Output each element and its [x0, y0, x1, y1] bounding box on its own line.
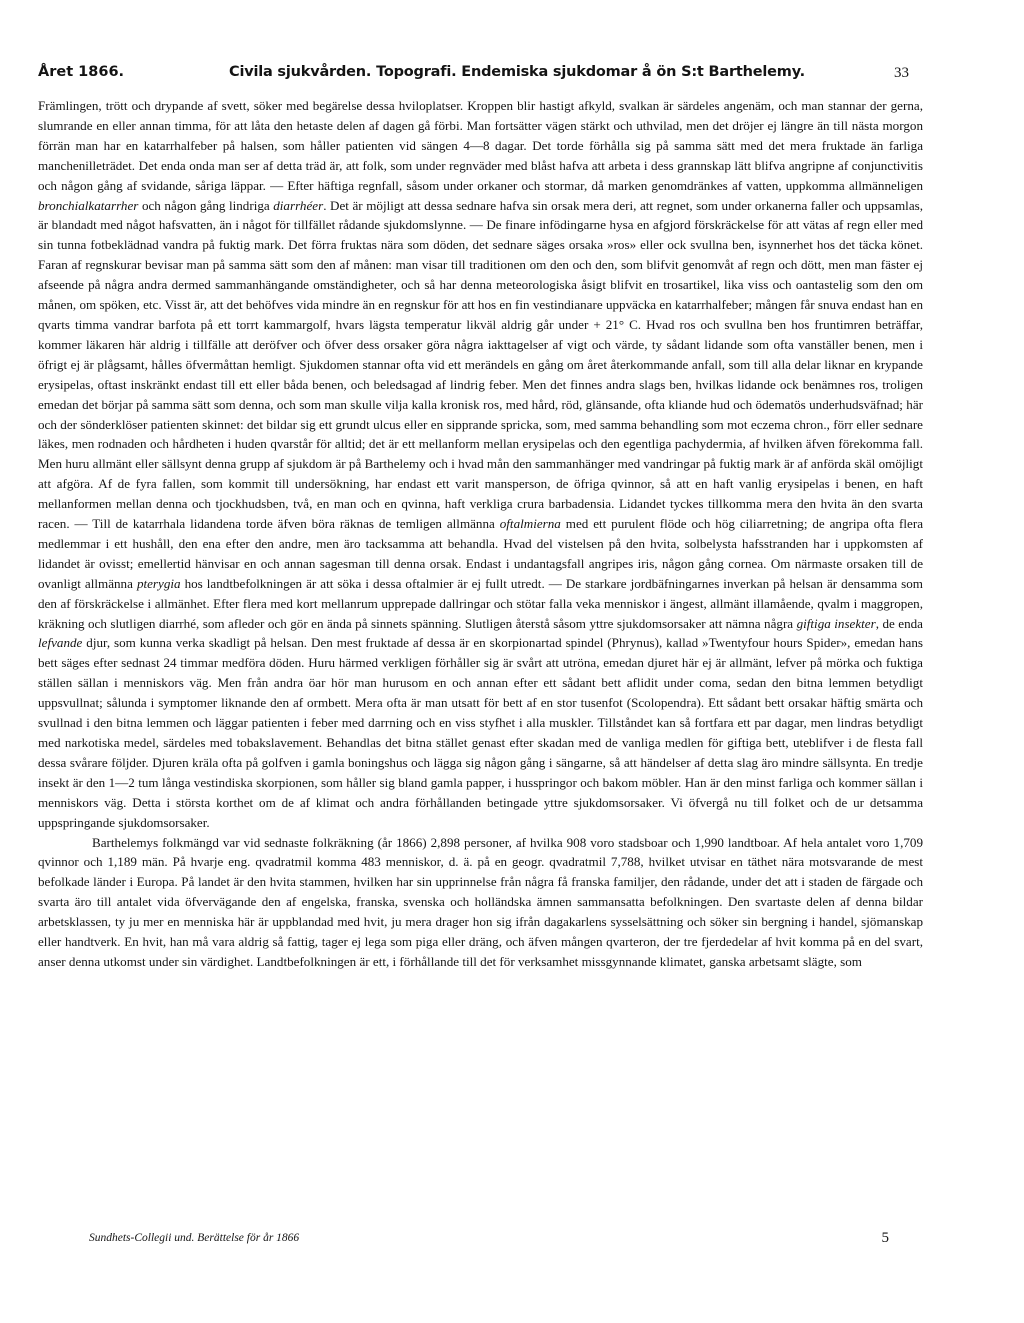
text-run: hos landtbefolkningen är att söka i dessa oftalmier är ej fullt utredt. — De starkare jordbäfningarnes inverkan på helsan är densamma som den af förskräckelse i allmänhet. Efter flera med kort mellanrum upprepade dallringar och stötar falla veka menniskor i ängest, allmänt illamående, qvalm i maggropen, kräkning och slutligen diarrhé, som afleder och gör en ända på sinnets spänning. Slutligen återstå såsom yttre sjukdomsorsaker att nämna några — [38, 575, 923, 631]
body-text — [38, 96, 923, 972]
text-run: djur, som kunna verka skadligt på helsan. Den mest fruktade af dessa är en skorpionartad spindel (Phrynus), kallad »Twentyfour hours Spider», emedan hans bett säges efter sednast 24 timmar medföra döden. Huru härmed verkligen förhåller sig är svårt att utröna, emedan djuret här ej är allmänt, lefver på mörka och fuktiga ställen sällan i menniskors väg. Men från andra öar hör man hurusom en och annan efter ett sådant bett aflidit under coma, sedan den bitna lemmen betydligt uppsvullnat; sålunda i symptomer liknande den af ormbett. Mera ofta är man utsatt för bett af en stor tusenfot (Scolopendra). Ett sådant bett orsakar häftig smärta och svullnad i den bitna lemmen och läggar patienten i feber med darrning och en viss styfhet i alla muskler. Tillståndet kan så fortfara ett par dagar, men lindras betydligt med narkotiska medel, särdeles med tobakslavement. Behandlas det bitna stället genast efter skadan med de vanliga medlen för giftiga bett, uteblifver i de flesta fall dessa svårare följder. Djuren kräla ofta på golfven i gamla boningshus och lägga sig någon gång i sängarne, så att händelser af detta slag äro mindre sällsynta. En tredje insekt är den 1—2 tum långa vestindiska skorpionen, som håller sig bland gamla papper, i husspringor och bakom möbler. Han är den minst farliga och kommer sällan i menniskors väg. Detta i största korthet om de af klimat och andra förhållanden betingade yttre sjukdomsorsaker. Vi öfvergå nu till folket och de ur detsamma uppspringande sjukdomsorsaker. — [38, 635, 923, 830]
italic-term: pterygia — [136, 575, 181, 591]
paragraph — [38, 833, 923, 972]
text-run: , de enda — [875, 615, 923, 631]
italic-term: giftiga insekter — [796, 615, 876, 631]
text-run: Barthelemys folkmängd var vid sednaste folkräkning (år 1866) 2,898 personer, af hvilka 908 voro stadsboar och 1,990 landtboar. Af hela antalet voro 1,709 qvinnor och 1,189 män. På hvarje eng. qvadratmil komma 483 menniskor, d. ä. på en geogr. qvadratmil 7,788, hvilket utvisar en täthet nära motsvarande de mest befolkade länder i Europa. På landet är den hvita stammen, hvilken har sin upprinnelse från några få franska familjer, den rådande, under det att i staden de färgade och svarta äro till antalet vida öfvervägande den af engelska, franska, svenska och holländska ämnen sammansatta befolkningen. Den svartaste delen af denna bildar arbetsklassen, ty ju mer en menniska här är uppblandad med hvit, ju mera drager hon sig ifrån dagakarlens sysselsättning och söker sin bergning i handel, sjömanskap eller handtverk. En hvit, han må vara aldrig så fattig, tager ej lega som piga eller dräng, och äfven mången qvarteron, der tre fjerdedelar af hvit komma på en del svart, anser denna utkomst under sin värdighet. Landtbefolkningen är ett, i förhållande till det för verksamhet missgynnande klimatet, ganska arbetsamt slägte, som — [38, 834, 923, 969]
italic-term: bronchialkatarrher — [38, 197, 139, 213]
signature-mark: 5 — [881, 1230, 889, 1246]
page — [38, 64, 923, 972]
running-header — [38, 64, 923, 88]
text-run: med ett purulent flöde och hög ciliarretning; de angripa ofta flera medlemmar i ett hushåll, den ena efter den andre, men äro tacksamma att behandla. Hvad del vistelsen på den hvita, solbelysta hafsstranden har i uppkomsten af lidandet är ovisst; emellertid hänvisar en och annan sagesman till denna orsak. Endast i undantagsfall angripes iris, någon gång cornea. Om närmaste orsaken till de ovanligt allmänna — [38, 516, 924, 591]
italic-term: diarrhéer — [273, 197, 324, 213]
page-number: 33 — [894, 65, 909, 81]
italic-term: oftalmierna — [499, 516, 561, 532]
footer — [89, 1230, 889, 1250]
text-run: . Det är möjligt att dessa sednare hafva sin orsak mera deri, att regnet, som under orkanerna faller och uppsamlas, är blandadt med något hafsvatten, än i något för tillfället rådande sjukdomslynne. — De finare infödingarne hysa en afgjord förskräckelse för att vätas af regn eller med sin tunna fotbeklädnad vandra på fuktig mark. Det förra fruktas nära som döden, det sednare säges orsaka »ros» eller ock svullna ben, isynnerhet hos det täcka könet. Faran af regnskurar bevisar man på samma sätt som den af månen: man visar till traditionen om den och den, som blifvit genomvåt af regn och dött, men man fäster ej afseende på några andra dermed sammanhängande omständigheter, och så har denna meteorologiska åsigt blifvit en trosartikel, lika viss och oantastelig som den om månen, om spöken, etc. Visst är, att det behöfves vida mindre än en regnskur för att hos en fin vestindianare uppväcka en katarrhalfeber; mången får snuva endast han en qvarts timma vandrar barfota på ett torrt kammargolf, hvars lägsta temperatur likväl aldrig går under + 21° C. Hvad ros och svullna ben hos fruntimren beträffar, kommer läkaren här aldrig i tillfälle att deröfver och öfver dess orsaker göra några iakttagelser af vigt och värde, ty sådant lidande som ofta vanställer benen, men i öfrigt ej är plågsamt, hålles öfvermåttan hemligt. Sjukdomen stannar ofta vid ett merändels en gång om året återkommande anfall, som till alla delar liknar en krypande erysipelas, oftast inskränkt endast till ett eller båda benen, och beledsagad af lindrig feber. Men det finnes andra slags ben, hvilkas lidande ock benämnes ros, troligen emedan det börjar på samma sätt som denna, och som man skulle vilja kalla kronisk ros, med hård, röd, glänsande, ofta kliande hud och ödematös underhudsväfnad; här och der sönderklöser patienten skinnet: det bildar sig ett grundt ulcus eller en sipprande spricka, som, med samma behandling som mot eczema chron., förr eller sednare läkes, men rodnaden och hårdheten i huden qvarstår för alltid; det är ett mellanform mellan erysipelas och den egentliga pachydermia, af hvilken äfven förekomma fall. Men huru allmänt eller sällsynt denna grupp af sjukdom är på Barthelemy och i hvad mån den sammanhänger med vandringar på fuktig mark är af anförda skäl omöjligt att afgöra. Af de fyra fallen, som kommit till undersökning, har endast ett varit mansperson, de öfriga qvinnor, så att en haft vanlig erysipelas i benen, en haft mellanformen mellan denna och tjockhudsben, två, en man och en qvinna, haft verkliga crura barbadensia. Lidandet tyckes tillkomma mera den hvita än den svarta racen. — Till de katarrhala lidandena torde äfven böra räknas de temligen allmänna — [38, 197, 923, 532]
paragraph — [38, 96, 923, 833]
header-title: Civila sjukvården. Topografi. Endemiska sjukdomar å ön S:t Barthelemy. — [229, 64, 805, 80]
footer-publication: Sundhets-Collegii und. Berättelse för år 1866 — [89, 1232, 300, 1244]
header-year: Året 1866. — [38, 64, 125, 80]
italic-term: lefvande — [38, 635, 83, 651]
text-run: och någon gång lindriga — [138, 197, 274, 213]
text-run: Främlingen, trött och drypande af svett, söker med begärelse dessa hviloplatser. Kroppen blir hastigt afkyld, svalkan är särdeles angenäm, och man stannar der gerna, slumrande en eller annan timma, för att låta den hetaste delen af dagen gå förbi. Man fortsätter vägen stärkt och uthvilad, men det dröjer ej längre än till nästa morgon förrän man har en katarrhalfeber på halsen, som håller patienten vid sängen 4—8 dagar. Det torde förhålla sig på samma sätt med det mera fruktade än farliga manchenilleträdet. Det enda onda man ser af detta träd är, att folk, som under regnväder med blåst hafva att arbeta i dess grannskap lätt blifva angripne af conjunctivitis och någon gång af svidande, såriga läppar. — Efter häftiga regnfall, såsom under orkaner och stormar, då marken genomdränkes af vatten, uppkomma allmänneligen — [38, 98, 923, 193]
